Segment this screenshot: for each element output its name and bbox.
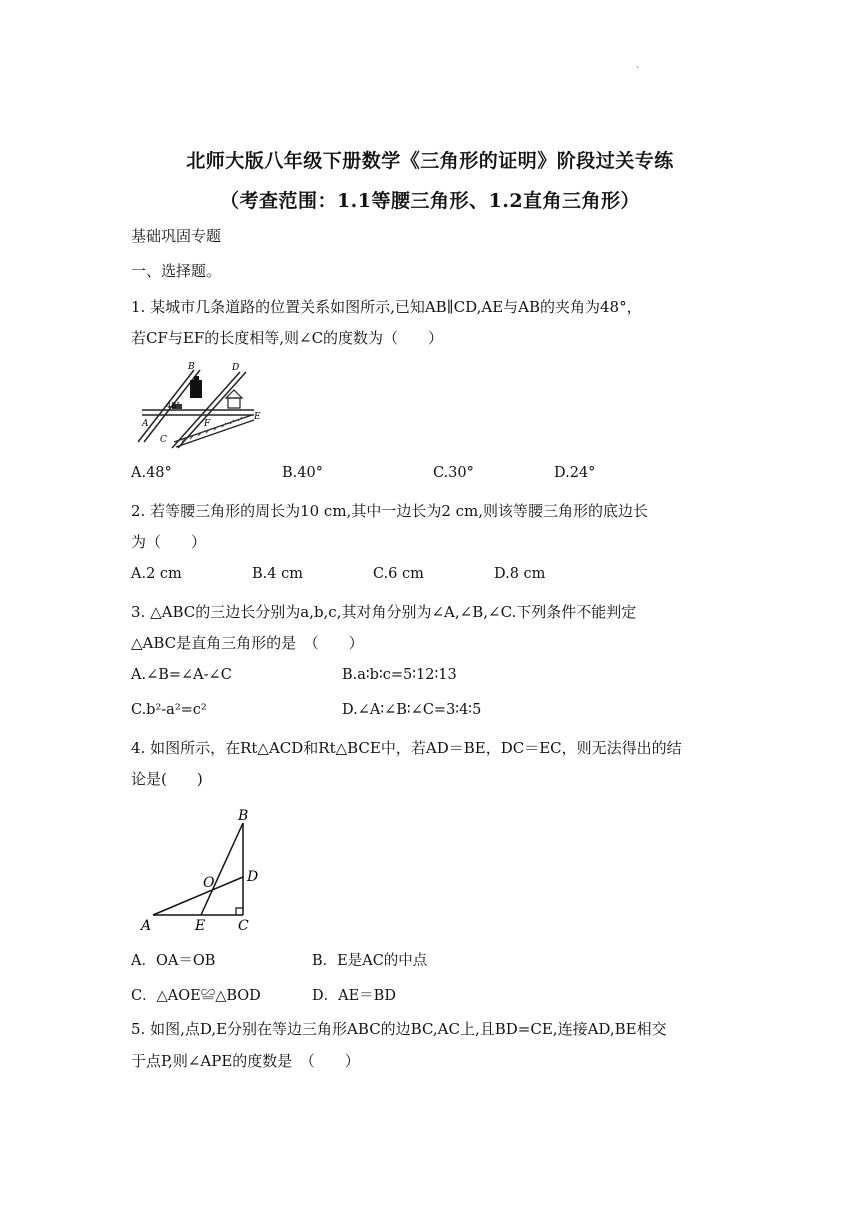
q4-text-line1: 4. 如图所示，在Rt△ACD和Rt△BCE中，若AD＝BE，DC＝EC，则无法得出的结: [131, 739, 682, 757]
part-heading: 一、选择题。: [131, 262, 222, 280]
q1-label-d: D: [232, 363, 240, 373]
q1-label-f: F: [204, 419, 211, 429]
q1-option-a: A.48°: [131, 465, 172, 481]
q1-label-b: B: [188, 362, 195, 372]
q2-option-d: D.8 cm: [494, 566, 546, 582]
q1-option-b: B.40°: [282, 465, 323, 481]
q3-text-line1: 3. △ABC的三边长分别为a,b,c,其对角分别为∠A,∠B,∠C.下列条件不能判定: [131, 603, 637, 621]
document-title: 北师大版八年级下册数学《三角形的证明》阶段过关专练: [186, 150, 674, 172]
q4-label-e: E: [195, 918, 206, 934]
q4-option-d: D．AE＝BD: [312, 988, 396, 1004]
q2-text-line1: 2. 若等腰三角形的周长为10 cm,其中一边长为2 cm,则该等腰三角形的底边长: [131, 502, 649, 520]
q1-text-line1: 1. 某城市几条道路的位置关系如图所示,已知AB∥CD,AE与AB的夹角为48°，: [131, 298, 642, 316]
q4-label-o: O: [203, 875, 215, 891]
q2-option-a: A.2 cm: [131, 566, 182, 582]
q1-road-figure: [128, 360, 264, 450]
q1-label-e: E: [254, 412, 261, 422]
q4-triangle-figure: [135, 805, 265, 935]
q3-option-c: C.b²-a²=c²: [131, 702, 207, 718]
q4-label-a: A: [141, 918, 152, 934]
section-heading: 基础巩固专题: [131, 227, 222, 245]
q2-option-c: C.6 cm: [373, 566, 424, 582]
q4-option-a: A．OA＝OB: [131, 953, 216, 969]
q3-text-line2: △ABC是直角三角形的是 （ ）: [131, 634, 364, 652]
q1-text-line2: 若CF与EF的长度相等,则∠C的度数为（ ）: [131, 329, 444, 347]
q2-text-line2: 为（ ）: [131, 533, 207, 551]
q4-label-c: C: [238, 918, 249, 934]
q1-label-c: C: [160, 435, 167, 445]
q1-label-a: A: [142, 419, 149, 429]
q4-option-b: B．E是AC的中点: [312, 953, 428, 969]
document-subtitle: （考查范围：1.1等腰三角形、1.2直角三角形）: [219, 190, 641, 212]
q4-option-c: C．△AOE≌△BOD: [131, 988, 261, 1004]
q1-option-d: D.24°: [554, 465, 596, 481]
q3-option-d: D.∠A∶∠B∶∠C=3∶4∶5: [342, 702, 482, 718]
q1-option-c: C.30°: [433, 465, 474, 481]
q4-label-b: B: [238, 808, 249, 824]
q5-text-line1: 5. 如图,点D,E分别在等边三角形ABC的边BC,AC上,且BD=CE,连接AD,BE相交: [131, 1020, 667, 1038]
q1-label-angle: 48°: [166, 401, 181, 410]
q2-option-b: B.4 cm: [252, 566, 303, 582]
q4-label-d: D: [247, 869, 259, 885]
q3-option-a: A.∠B=∠A-∠C: [131, 667, 232, 683]
q5-text-line2: 于点P,则∠APE的度数是 （ ）: [131, 1052, 360, 1070]
page-marker-dot: .: [636, 60, 640, 71]
q3-option-b: B.a∶b∶c=5∶12∶13: [342, 667, 457, 683]
q4-text-line2: 论是( ): [131, 770, 203, 788]
